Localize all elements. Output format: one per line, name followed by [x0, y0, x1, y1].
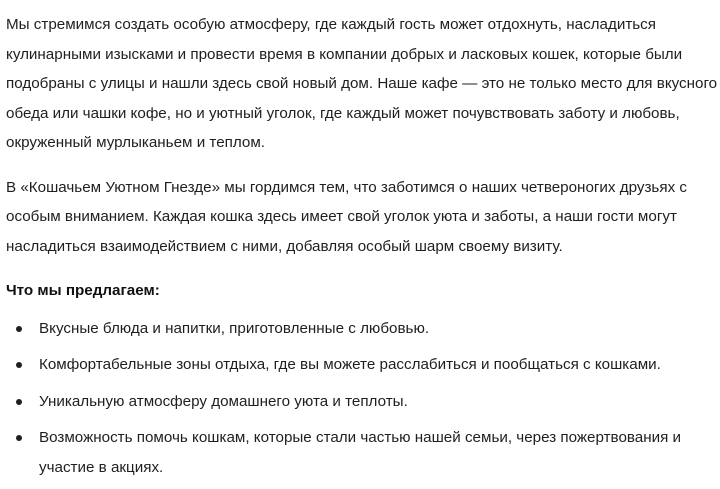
list-item: [6, 423, 718, 482]
bullet-icon: [16, 326, 22, 332]
intro-paragraph: Мы стремимся создать особую атмосферу, где каждый гость может отдохнуть, насладиться кулинарными изысками и провести время в компании добрых и ласковых кошек, которые были подобраны с улицы и нашли здесь свой новый дом. Наше кафе — это не только место для вкусного обеда или чашки кофе, но и уютный уголок, где каждый может почувствовать заботу и любовь, окруженный мурлыканьем и теплом.: [6, 16, 718, 151]
article-body: [6, 10, 718, 489]
list-item-text: Вкусные блюда и напитки, приготовленные с любовью.: [39, 319, 430, 337]
list-item: [6, 350, 718, 380]
bullet-icon: [16, 362, 22, 368]
list-item: [6, 387, 718, 417]
offer-heading: Что мы предлагаем:: [6, 282, 160, 299]
offer-list: [6, 314, 718, 483]
list-item: [6, 314, 718, 344]
list-item-text: Возможность помочь кошкам, которые стали частью нашей семьи, через пожертвования и участие в акциях.: [39, 429, 682, 476]
bullet-icon: [16, 399, 22, 405]
pride-paragraph: В «Кошачьем Уютном Гнезде» мы гордимся тем, что заботимся о наших четвероногих друзьях с особым вниманием. Каждая кошка здесь имеет свой уголок уюта и заботы, а наши гости могут насладиться взаимодействием с ними, добавляя особый шарм своему визиту.: [6, 178, 687, 255]
list-item-text: Комфортабельные зоны отдыха, где вы можете расслабиться и пообщаться с кошками.: [39, 356, 661, 373]
bullet-icon: [16, 435, 22, 441]
list-item-text: Уникальную атмосферу домашнего уюта и теплоты.: [39, 392, 408, 410]
